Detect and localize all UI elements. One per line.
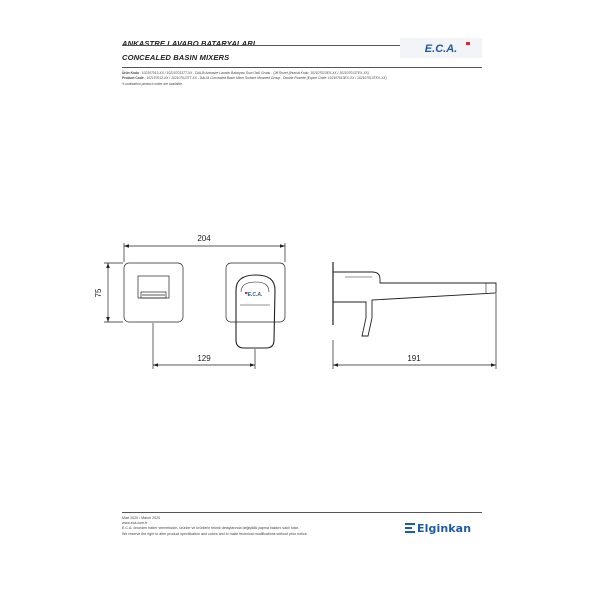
arrow-75-bottom <box>106 317 110 322</box>
handle-logo: E.C.A. <box>247 292 263 298</box>
side-spout-profile <box>333 272 496 336</box>
localization-note: *Localization product codes are available. <box>122 81 183 86</box>
arrow-191-right <box>491 363 496 367</box>
footer-date: Mart 2020 / March 2020 <box>122 516 161 520</box>
elginkan-brand-name: Elginkan <box>417 521 472 535</box>
eca-logo-text: E.C.A. <box>424 43 458 55</box>
arrow-75-top <box>106 263 110 268</box>
dim-label-191: 191 <box>407 354 421 363</box>
arrow-129-right <box>250 363 255 367</box>
arrow-191-left <box>333 363 338 367</box>
dimension-arrows <box>106 244 496 367</box>
mixer-handle <box>236 275 275 348</box>
elginkan-logo-icon <box>405 523 415 533</box>
arrow-204-left <box>124 244 129 248</box>
mixer-handle-top-edge <box>241 282 269 292</box>
code-label-turkish: Ürün Kodu <box>122 71 140 75</box>
footer-divider <box>122 512 482 513</box>
code-text-english: : 102107013-XX / 102107013TT-XX - DALİA Concealed Basin Mixer Surface Mounted Group - Double Rosette (Export Code: 102107013EX-XX / 102107013TEX-XX) <box>144 76 387 81</box>
dim-label-129: 129 <box>197 354 211 363</box>
footer-notes <box>122 516 392 537</box>
dim-label-75: 75 <box>94 288 103 298</box>
arrow-129-left <box>153 363 158 367</box>
footer-note-turkish: E.C.A. önceden haber vermeksizin, ürünler ve ürünlerin teknik detaylarında değişiklik yapma hakkını saklı tutar. <box>122 526 299 531</box>
elginkan-brand <box>405 521 471 535</box>
handle-logo-red-mark <box>245 292 248 294</box>
title-english: CONCEALED BASIN MIXERS <box>122 53 230 62</box>
dim-label-204: 204 <box>197 234 211 243</box>
arrow-204-right <box>280 244 285 248</box>
code-label-english: Product Code <box>122 76 144 81</box>
left-rosette <box>124 263 183 322</box>
footer-website: www.eca.com.tr <box>122 521 148 526</box>
code-text-turkish: : 102107013-XX / 102107013TT-XX - DALİA Ankastre Lavabo Bataryası Sıva Üstü Grubu - Çift Rozet (İhracat Kodu: 102107013EX-XX / 102107013TEX-XX) <box>139 71 369 75</box>
footer-note-english: We reserve the right to alter product specification and colors and to make technical modifications without prior notice. <box>122 531 308 536</box>
title-turkish: ANKASTRE LAVABO BATARYALARI <box>122 39 256 48</box>
